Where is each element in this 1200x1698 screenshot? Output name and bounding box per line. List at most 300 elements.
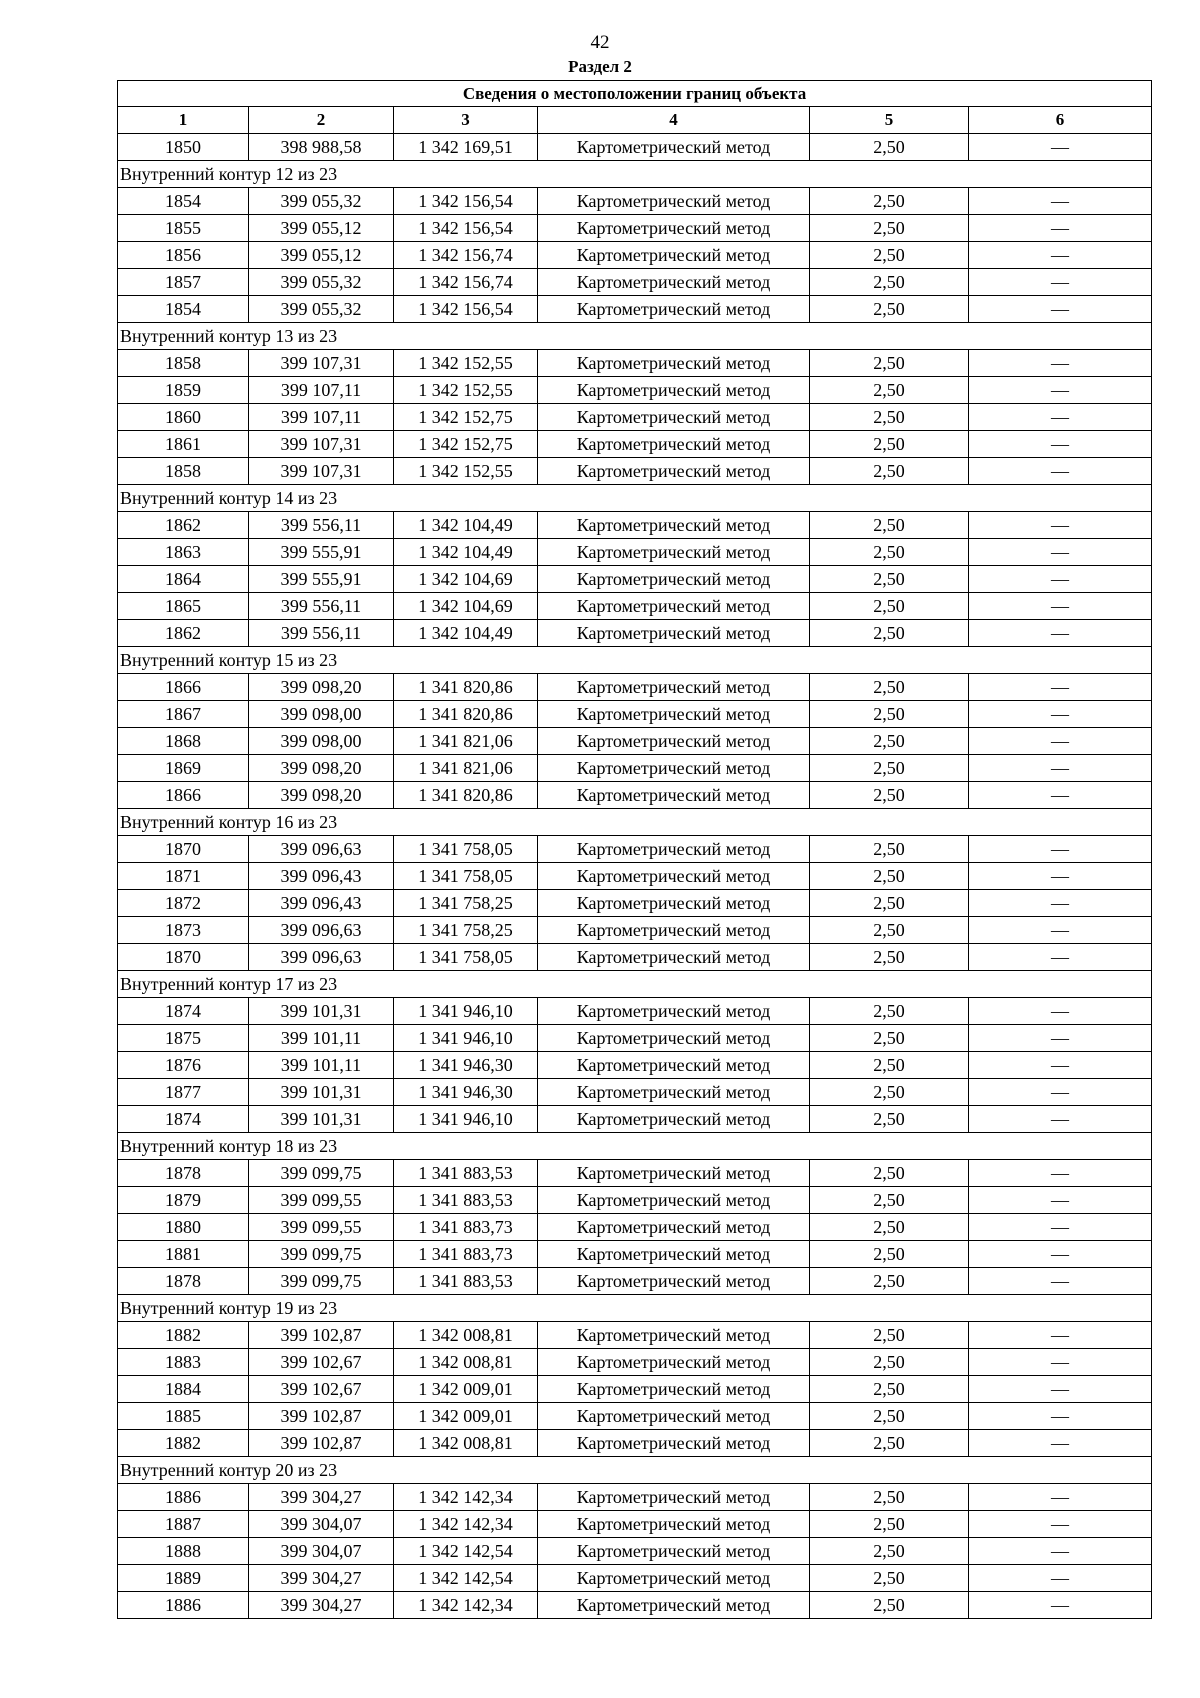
- point-number-cell: 1864: [118, 566, 249, 593]
- point-number-cell: 1889: [118, 1565, 249, 1592]
- table-row: [118, 1484, 1152, 1511]
- x-coordinate-cell: 399 102,87: [249, 1403, 394, 1430]
- accuracy-cell: 2,50: [810, 1322, 969, 1349]
- description-cell: —: [969, 1565, 1152, 1592]
- y-coordinate-cell: 1 342 008,81: [394, 1349, 538, 1376]
- point-number-cell: 1888: [118, 1538, 249, 1565]
- y-coordinate-cell: 1 342 169,51: [394, 134, 538, 161]
- description-cell: —: [969, 512, 1152, 539]
- point-number-cell: 1879: [118, 1187, 249, 1214]
- y-coordinate-cell: 1 342 152,75: [394, 431, 538, 458]
- point-number-cell: 1883: [118, 1349, 249, 1376]
- accuracy-cell: 2,50: [810, 1403, 969, 1430]
- accuracy-cell: 2,50: [810, 890, 969, 917]
- accuracy-cell: 2,50: [810, 539, 969, 566]
- y-coordinate-cell: 1 342 104,49: [394, 620, 538, 647]
- method-cell: Картометрический метод: [538, 836, 810, 863]
- description-cell: —: [969, 620, 1152, 647]
- x-coordinate-cell: 399 101,31: [249, 998, 394, 1025]
- accuracy-cell: 2,50: [810, 593, 969, 620]
- accuracy-cell: 2,50: [810, 1187, 969, 1214]
- accuracy-cell: 2,50: [810, 998, 969, 1025]
- table-row: [118, 890, 1152, 917]
- contour-label: Внутренний контур 20 из 23: [118, 1457, 1152, 1484]
- accuracy-cell: 2,50: [810, 404, 969, 431]
- point-number-cell: 1855: [118, 215, 249, 242]
- section-title: Раздел 2: [568, 57, 632, 76]
- table-row: [118, 215, 1152, 242]
- contour-header-row: [118, 1457, 1152, 1484]
- x-coordinate-cell: 399 555,91: [249, 539, 394, 566]
- table-row: [118, 1025, 1152, 1052]
- y-coordinate-cell: 1 342 156,54: [394, 215, 538, 242]
- x-coordinate-cell: 399 304,27: [249, 1565, 394, 1592]
- method-cell: Картометрический метод: [538, 539, 810, 566]
- table-row: [118, 350, 1152, 377]
- accuracy-cell: 2,50: [810, 1106, 969, 1133]
- accuracy-cell: 2,50: [810, 242, 969, 269]
- x-coordinate-cell: 399 102,87: [249, 1430, 394, 1457]
- accuracy-cell: 2,50: [810, 1214, 969, 1241]
- x-coordinate-cell: 399 102,87: [249, 1322, 394, 1349]
- method-cell: Картометрический метод: [538, 566, 810, 593]
- point-number-cell: 1872: [118, 890, 249, 917]
- y-coordinate-cell: 1 341 946,10: [394, 1106, 538, 1133]
- boundary-coordinates-table: [117, 80, 1152, 1619]
- accuracy-cell: 2,50: [810, 1430, 969, 1457]
- method-cell: Картометрический метод: [538, 458, 810, 485]
- contour-label: Внутренний контур 13 из 23: [118, 323, 1152, 350]
- y-coordinate-cell: 1 342 156,74: [394, 269, 538, 296]
- method-cell: Картометрический метод: [538, 1349, 810, 1376]
- x-coordinate-cell: 398 988,58: [249, 134, 394, 161]
- accuracy-cell: 2,50: [810, 1268, 969, 1295]
- point-number-cell: 1886: [118, 1484, 249, 1511]
- y-coordinate-cell: 1 341 820,86: [394, 674, 538, 701]
- description-cell: —: [969, 188, 1152, 215]
- method-cell: Картометрический метод: [538, 620, 810, 647]
- contour-header-row: [118, 971, 1152, 998]
- x-coordinate-cell: 399 107,31: [249, 350, 394, 377]
- accuracy-cell: 2,50: [810, 1376, 969, 1403]
- table-row: [118, 1403, 1152, 1430]
- point-number-cell: 1878: [118, 1160, 249, 1187]
- y-coordinate-cell: 1 342 009,01: [394, 1376, 538, 1403]
- table-row: [118, 1349, 1152, 1376]
- description-cell: —: [969, 1322, 1152, 1349]
- x-coordinate-cell: 399 098,20: [249, 674, 394, 701]
- x-coordinate-cell: 399 101,11: [249, 1025, 394, 1052]
- method-cell: Картометрический метод: [538, 998, 810, 1025]
- y-coordinate-cell: 1 342 156,74: [394, 242, 538, 269]
- x-coordinate-cell: 399 096,63: [249, 917, 394, 944]
- y-coordinate-cell: 1 342 152,75: [394, 404, 538, 431]
- x-coordinate-cell: 399 099,75: [249, 1268, 394, 1295]
- point-number-cell: 1861: [118, 431, 249, 458]
- method-cell: Картометрический метод: [538, 1268, 810, 1295]
- contour-header-row: [118, 647, 1152, 674]
- accuracy-cell: 2,50: [810, 188, 969, 215]
- x-coordinate-cell: 399 556,11: [249, 593, 394, 620]
- y-coordinate-cell: 1 342 142,34: [394, 1484, 538, 1511]
- description-cell: —: [969, 296, 1152, 323]
- method-cell: Картометрический метод: [538, 701, 810, 728]
- table-row: [118, 701, 1152, 728]
- x-coordinate-cell: 399 555,91: [249, 566, 394, 593]
- contour-label: Внутренний контур 16 из 23: [118, 809, 1152, 836]
- y-coordinate-cell: 1 341 883,73: [394, 1241, 538, 1268]
- point-number-cell: 1857: [118, 269, 249, 296]
- table-row: [118, 998, 1152, 1025]
- y-coordinate-cell: 1 342 152,55: [394, 458, 538, 485]
- x-coordinate-cell: 399 304,07: [249, 1511, 394, 1538]
- description-cell: —: [969, 1538, 1152, 1565]
- accuracy-cell: 2,50: [810, 917, 969, 944]
- point-number-cell: 1878: [118, 1268, 249, 1295]
- accuracy-cell: 2,50: [810, 728, 969, 755]
- contour-header-row: [118, 323, 1152, 350]
- table-row: [118, 836, 1152, 863]
- table-caption: Сведения о местоположении границ объекта: [118, 81, 1152, 107]
- table-row: [118, 1052, 1152, 1079]
- description-cell: —: [969, 728, 1152, 755]
- description-cell: —: [969, 350, 1152, 377]
- y-coordinate-cell: 1 341 883,73: [394, 1214, 538, 1241]
- x-coordinate-cell: 399 556,11: [249, 620, 394, 647]
- accuracy-cell: 2,50: [810, 1079, 969, 1106]
- y-coordinate-cell: 1 341 883,53: [394, 1160, 538, 1187]
- accuracy-cell: 2,50: [810, 863, 969, 890]
- y-coordinate-cell: 1 342 142,34: [394, 1511, 538, 1538]
- y-coordinate-cell: 1 342 142,54: [394, 1538, 538, 1565]
- point-number-cell: 1858: [118, 458, 249, 485]
- table-row: [118, 1106, 1152, 1133]
- description-cell: —: [969, 377, 1152, 404]
- x-coordinate-cell: 399 099,55: [249, 1214, 394, 1241]
- method-cell: Картометрический метод: [538, 404, 810, 431]
- y-coordinate-cell: 1 342 009,01: [394, 1403, 538, 1430]
- table-row: [118, 458, 1152, 485]
- column-header: 5: [810, 107, 969, 134]
- table-row: [118, 296, 1152, 323]
- point-number-cell: 1882: [118, 1322, 249, 1349]
- y-coordinate-cell: 1 342 142,34: [394, 1592, 538, 1619]
- description-cell: —: [969, 782, 1152, 809]
- point-number-cell: 1870: [118, 944, 249, 971]
- method-cell: Картометрический метод: [538, 1430, 810, 1457]
- method-cell: Картометрический метод: [538, 782, 810, 809]
- method-cell: Картометрический метод: [538, 944, 810, 971]
- method-cell: Картометрический метод: [538, 755, 810, 782]
- point-number-cell: 1873: [118, 917, 249, 944]
- description-cell: —: [969, 1160, 1152, 1187]
- contour-label: Внутренний контур 18 из 23: [118, 1133, 1152, 1160]
- x-coordinate-cell: 399 102,67: [249, 1376, 394, 1403]
- x-coordinate-cell: 399 304,07: [249, 1538, 394, 1565]
- method-cell: Картометрический метод: [538, 1079, 810, 1106]
- method-cell: Картометрический метод: [538, 674, 810, 701]
- point-number-cell: 1875: [118, 1025, 249, 1052]
- table-row: [118, 1268, 1152, 1295]
- table-row: [118, 188, 1152, 215]
- point-number-cell: 1876: [118, 1052, 249, 1079]
- method-cell: Картометрический метод: [538, 269, 810, 296]
- y-coordinate-cell: 1 342 142,54: [394, 1565, 538, 1592]
- accuracy-cell: 2,50: [810, 1025, 969, 1052]
- accuracy-cell: 2,50: [810, 512, 969, 539]
- point-number-cell: 1869: [118, 755, 249, 782]
- description-cell: —: [969, 431, 1152, 458]
- method-cell: Картометрический метод: [538, 188, 810, 215]
- description-cell: —: [969, 998, 1152, 1025]
- column-number-row: [118, 107, 1152, 134]
- x-coordinate-cell: 399 096,63: [249, 944, 394, 971]
- method-cell: Картометрический метод: [538, 1052, 810, 1079]
- x-coordinate-cell: 399 107,31: [249, 431, 394, 458]
- point-number-cell: 1858: [118, 350, 249, 377]
- table-row: [118, 1241, 1152, 1268]
- table-row: [118, 1592, 1152, 1619]
- y-coordinate-cell: 1 341 946,30: [394, 1052, 538, 1079]
- contour-header-row: [118, 1295, 1152, 1322]
- y-coordinate-cell: 1 341 946,10: [394, 1025, 538, 1052]
- method-cell: Картометрический метод: [538, 1214, 810, 1241]
- y-coordinate-cell: 1 342 104,69: [394, 593, 538, 620]
- accuracy-cell: 2,50: [810, 1565, 969, 1592]
- description-cell: —: [969, 755, 1152, 782]
- table-row: [118, 512, 1152, 539]
- accuracy-cell: 2,50: [810, 1592, 969, 1619]
- y-coordinate-cell: 1 342 008,81: [394, 1322, 538, 1349]
- table-row: [118, 1511, 1152, 1538]
- description-cell: —: [969, 1052, 1152, 1079]
- table-row: [118, 1376, 1152, 1403]
- table-row: [118, 755, 1152, 782]
- point-number-cell: 1850: [118, 134, 249, 161]
- table-caption-row: [118, 81, 1152, 107]
- accuracy-cell: 2,50: [810, 674, 969, 701]
- method-cell: Картометрический метод: [538, 1565, 810, 1592]
- description-cell: —: [969, 1106, 1152, 1133]
- method-cell: Картометрический метод: [538, 1538, 810, 1565]
- description-cell: —: [969, 917, 1152, 944]
- contour-header-row: [118, 809, 1152, 836]
- description-cell: —: [969, 1187, 1152, 1214]
- y-coordinate-cell: 1 342 104,69: [394, 566, 538, 593]
- method-cell: Картометрический метод: [538, 242, 810, 269]
- y-coordinate-cell: 1 341 758,25: [394, 890, 538, 917]
- table-row: [118, 566, 1152, 593]
- description-cell: —: [969, 458, 1152, 485]
- x-coordinate-cell: 399 098,00: [249, 701, 394, 728]
- table-row: [118, 944, 1152, 971]
- description-cell: —: [969, 566, 1152, 593]
- table-row: [118, 863, 1152, 890]
- table-row: [118, 1079, 1152, 1106]
- y-coordinate-cell: 1 342 156,54: [394, 188, 538, 215]
- y-coordinate-cell: 1 341 758,05: [394, 836, 538, 863]
- point-number-cell: 1856: [118, 242, 249, 269]
- method-cell: Картометрический метод: [538, 593, 810, 620]
- contour-header-row: [118, 1133, 1152, 1160]
- point-number-cell: 1880: [118, 1214, 249, 1241]
- y-coordinate-cell: 1 342 008,81: [394, 1430, 538, 1457]
- accuracy-cell: 2,50: [810, 134, 969, 161]
- y-coordinate-cell: 1 342 152,55: [394, 377, 538, 404]
- description-cell: —: [969, 1079, 1152, 1106]
- table-row: [118, 674, 1152, 701]
- point-number-cell: 1868: [118, 728, 249, 755]
- point-number-cell: 1862: [118, 512, 249, 539]
- description-cell: —: [969, 1376, 1152, 1403]
- method-cell: Картометрический метод: [538, 215, 810, 242]
- method-cell: Картометрический метод: [538, 1376, 810, 1403]
- table-row: [118, 1187, 1152, 1214]
- table-row: [118, 242, 1152, 269]
- table-row: [118, 1160, 1152, 1187]
- x-coordinate-cell: 399 055,32: [249, 269, 394, 296]
- description-cell: —: [969, 1349, 1152, 1376]
- table-row: [118, 1322, 1152, 1349]
- description-cell: —: [969, 1511, 1152, 1538]
- table-row: [118, 377, 1152, 404]
- point-number-cell: 1871: [118, 863, 249, 890]
- method-cell: Картометрический метод: [538, 1592, 810, 1619]
- column-header: 6: [969, 107, 1152, 134]
- method-cell: Картометрический метод: [538, 917, 810, 944]
- method-cell: Картометрический метод: [538, 134, 810, 161]
- x-coordinate-cell: 399 304,27: [249, 1592, 394, 1619]
- description-cell: —: [969, 1592, 1152, 1619]
- point-number-cell: 1859: [118, 377, 249, 404]
- contour-label: Внутренний контур 12 из 23: [118, 161, 1152, 188]
- point-number-cell: 1863: [118, 539, 249, 566]
- method-cell: Картометрический метод: [538, 863, 810, 890]
- contour-header-row: [118, 161, 1152, 188]
- table-row: [118, 404, 1152, 431]
- method-cell: Картометрический метод: [538, 1511, 810, 1538]
- x-coordinate-cell: 399 099,75: [249, 1241, 394, 1268]
- point-number-cell: 1866: [118, 674, 249, 701]
- table-row: [118, 620, 1152, 647]
- method-cell: Картометрический метод: [538, 512, 810, 539]
- table-row: [118, 269, 1152, 296]
- table-row: [118, 917, 1152, 944]
- y-coordinate-cell: 1 341 758,05: [394, 863, 538, 890]
- table-row: [118, 431, 1152, 458]
- x-coordinate-cell: 399 556,11: [249, 512, 394, 539]
- y-coordinate-cell: 1 341 820,86: [394, 782, 538, 809]
- x-coordinate-cell: 399 096,43: [249, 863, 394, 890]
- point-number-cell: 1854: [118, 188, 249, 215]
- method-cell: Картометрический метод: [538, 1322, 810, 1349]
- description-cell: —: [969, 593, 1152, 620]
- table-row: [118, 1538, 1152, 1565]
- method-cell: Картометрический метод: [538, 1106, 810, 1133]
- description-cell: —: [969, 890, 1152, 917]
- contour-header-row: [118, 485, 1152, 512]
- accuracy-cell: 2,50: [810, 1052, 969, 1079]
- accuracy-cell: 2,50: [810, 566, 969, 593]
- accuracy-cell: 2,50: [810, 1160, 969, 1187]
- x-coordinate-cell: 399 107,11: [249, 377, 394, 404]
- y-coordinate-cell: 1 342 152,55: [394, 350, 538, 377]
- point-number-cell: 1854: [118, 296, 249, 323]
- description-cell: —: [969, 269, 1152, 296]
- accuracy-cell: 2,50: [810, 350, 969, 377]
- accuracy-cell: 2,50: [810, 296, 969, 323]
- description-cell: —: [969, 701, 1152, 728]
- description-cell: —: [969, 1241, 1152, 1268]
- point-number-cell: 1865: [118, 593, 249, 620]
- accuracy-cell: 2,50: [810, 1511, 969, 1538]
- description-cell: —: [969, 863, 1152, 890]
- point-number-cell: 1887: [118, 1511, 249, 1538]
- accuracy-cell: 2,50: [810, 1349, 969, 1376]
- description-cell: —: [969, 404, 1152, 431]
- point-number-cell: 1886: [118, 1592, 249, 1619]
- table-row: [118, 539, 1152, 566]
- point-number-cell: 1885: [118, 1403, 249, 1430]
- table-row: [118, 593, 1152, 620]
- x-coordinate-cell: 399 098,20: [249, 755, 394, 782]
- point-number-cell: 1862: [118, 620, 249, 647]
- description-cell: —: [969, 134, 1152, 161]
- contour-label: Внутренний контур 19 из 23: [118, 1295, 1152, 1322]
- accuracy-cell: 2,50: [810, 1484, 969, 1511]
- x-coordinate-cell: 399 096,43: [249, 890, 394, 917]
- method-cell: Картометрический метод: [538, 890, 810, 917]
- point-number-cell: 1860: [118, 404, 249, 431]
- method-cell: Картометрический метод: [538, 1160, 810, 1187]
- method-cell: Картометрический метод: [538, 1484, 810, 1511]
- y-coordinate-cell: 1 342 104,49: [394, 539, 538, 566]
- page-number: 42: [590, 32, 610, 53]
- description-cell: —: [969, 215, 1152, 242]
- y-coordinate-cell: 1 341 821,06: [394, 728, 538, 755]
- y-coordinate-cell: 1 341 821,06: [394, 755, 538, 782]
- column-header: 1: [118, 107, 249, 134]
- method-cell: Картометрический метод: [538, 728, 810, 755]
- x-coordinate-cell: 399 098,20: [249, 782, 394, 809]
- description-cell: —: [969, 242, 1152, 269]
- method-cell: Картометрический метод: [538, 1187, 810, 1214]
- x-coordinate-cell: 399 101,31: [249, 1079, 394, 1106]
- column-header: 4: [538, 107, 810, 134]
- column-header: 3: [394, 107, 538, 134]
- accuracy-cell: 2,50: [810, 620, 969, 647]
- y-coordinate-cell: 1 342 156,54: [394, 296, 538, 323]
- point-number-cell: 1874: [118, 1106, 249, 1133]
- y-coordinate-cell: 1 341 883,53: [394, 1268, 538, 1295]
- description-cell: —: [969, 539, 1152, 566]
- method-cell: Картометрический метод: [538, 1025, 810, 1052]
- description-cell: —: [969, 836, 1152, 863]
- y-coordinate-cell: 1 341 946,10: [394, 998, 538, 1025]
- y-coordinate-cell: 1 341 758,25: [394, 917, 538, 944]
- description-cell: —: [969, 1025, 1152, 1052]
- contour-label: Внутренний контур 15 из 23: [118, 647, 1152, 674]
- contour-label: Внутренний контур 17 из 23: [118, 971, 1152, 998]
- method-cell: Картометрический метод: [538, 1403, 810, 1430]
- table-row: [118, 1430, 1152, 1457]
- column-header: 2: [249, 107, 394, 134]
- accuracy-cell: 2,50: [810, 431, 969, 458]
- accuracy-cell: 2,50: [810, 1538, 969, 1565]
- x-coordinate-cell: 399 304,27: [249, 1484, 394, 1511]
- x-coordinate-cell: 399 107,31: [249, 458, 394, 485]
- description-cell: —: [969, 944, 1152, 971]
